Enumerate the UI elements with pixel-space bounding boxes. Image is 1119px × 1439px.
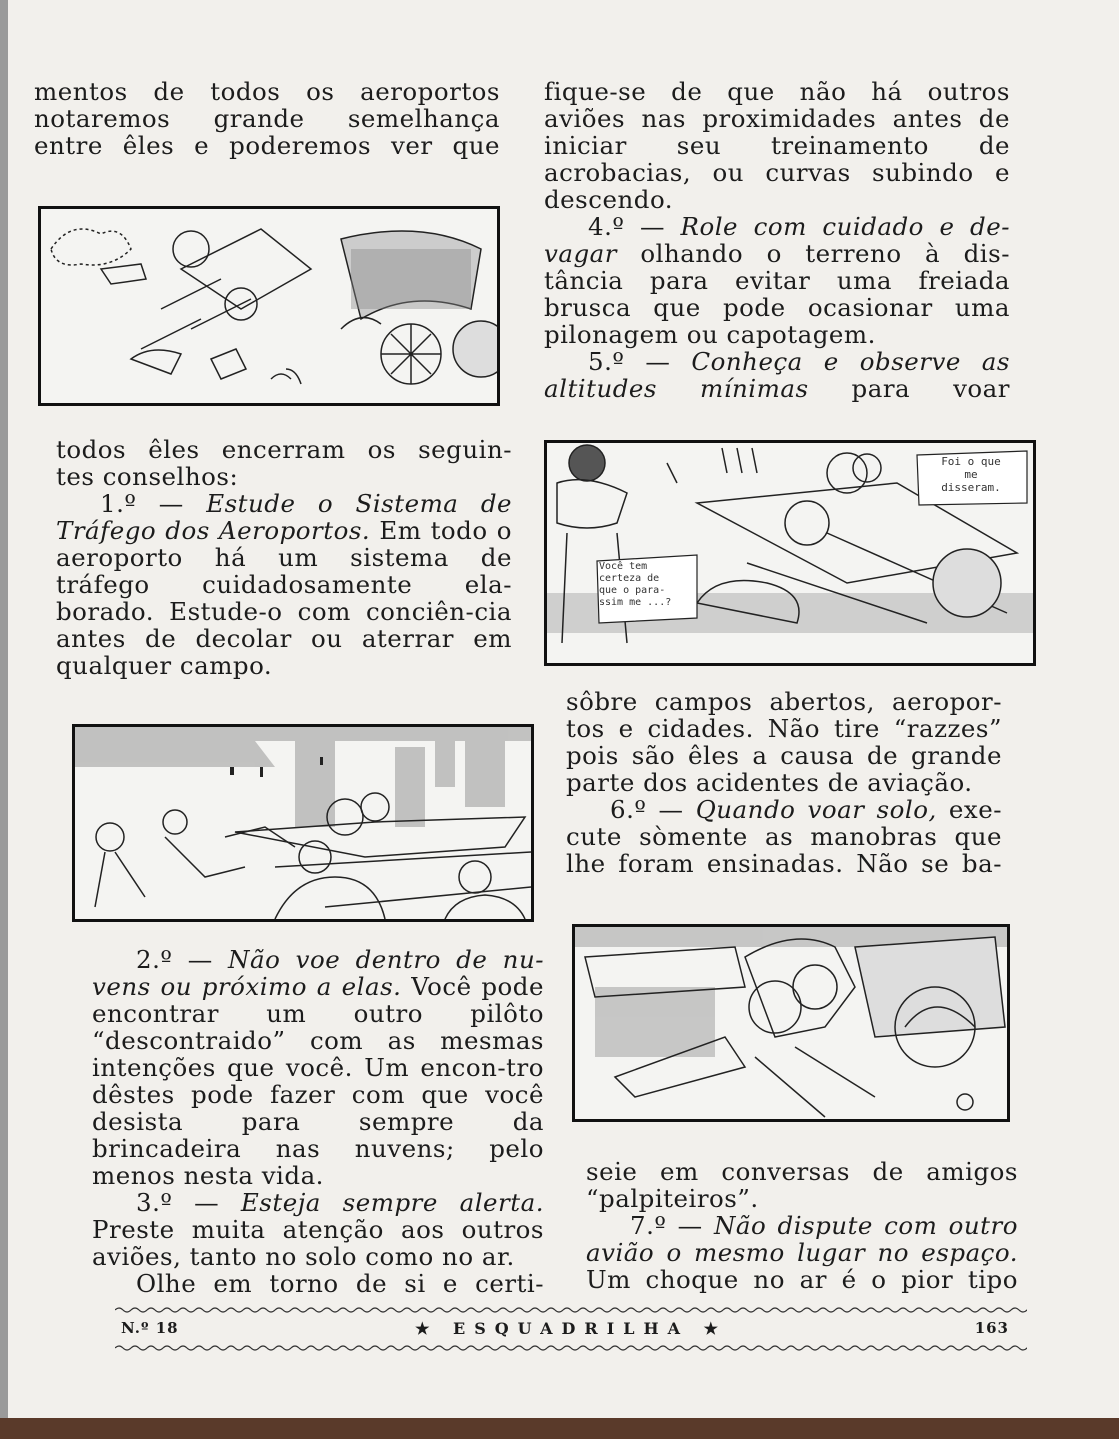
rule-title: Quando voar solo,: [695, 795, 937, 824]
comic-panel-4: [572, 924, 1010, 1122]
bubble-line: me: [964, 468, 978, 481]
rule-number: 6.º —: [610, 795, 684, 824]
text-line: entre êles e poderemos ver que: [34, 131, 500, 160]
city-flight-illustration-icon: [75, 727, 531, 919]
bubble-line: ssim me ...?: [599, 597, 672, 608]
col2-text-block-2: [566, 688, 1002, 877]
col2-text-block-1: [544, 78, 1010, 402]
bubble-line: que o para-: [599, 585, 666, 596]
text-line: notaremos grande semelhança: [34, 104, 500, 133]
col2-text-block-3: [586, 1158, 1018, 1293]
page-edge-left: [0, 0, 8, 1439]
comic-panel-1: [38, 206, 500, 406]
rule-body: Preste muita atenção aos outros aviões, tanto no solo como no ar.: [92, 1215, 544, 1271]
rule-body: Um choque no ar é o pior tipo: [586, 1265, 1018, 1294]
rule-body: exe-cute sòmente as manobras que lhe foram ensinadas. Não se ba-: [566, 795, 1002, 878]
rule-3-paragraph: [92, 1189, 544, 1270]
rule-title: Role com cuidado e de-vagar: [544, 212, 1010, 268]
paragraph: fique-se de que não há outros aviões nas proximidades antes de iniciar seu treinamento de acrobacias, ou curvas subindo e descendo.: [544, 77, 1010, 214]
wave-divider-bottom: [115, 1343, 1027, 1353]
rule-body: Você pode encontrar um outro pilôto “descontraido” com as mesmas intenções que você. Um encon-tro dêstes pode fazer com que você desista para sempre da brincadeira nas nuvens; pelo menos nesta vida.: [92, 972, 544, 1190]
rule-5-paragraph: [544, 348, 1010, 402]
bubble-line: certeza de: [599, 573, 660, 584]
bubble-line: Você tem: [599, 561, 648, 572]
paragraph: Olhe em torno de si e certi-: [136, 1269, 544, 1298]
rule-6-paragraph: [566, 796, 1002, 877]
wave-divider-top: [115, 1305, 1027, 1315]
comic-panel-3: [72, 724, 534, 922]
midair-collision-illustration-icon: [575, 927, 1007, 1119]
col1-text-block-3: [92, 946, 544, 1297]
comic-panel-2: [544, 440, 1036, 666]
col1-text-block-1: [34, 78, 500, 159]
rule-body: olhando o terreno à dis-tância para evitar uma freiada brusca que pode ocasionar uma pilonagem ou capotagem.: [544, 239, 1010, 349]
rule-7-paragraph: [586, 1212, 1018, 1293]
rule-title: Não voe dentro de nu-vens ou próximo a elas.: [92, 945, 544, 1001]
rule-2-paragraph: [92, 946, 544, 1189]
rule-number: 3.º —: [136, 1188, 220, 1217]
col1-text-block-2: [56, 436, 512, 679]
rule-title: Esteja sempre alerta.: [240, 1188, 544, 1217]
rule-number: 2.º —: [136, 945, 213, 974]
rule-body: para voar: [851, 374, 1011, 403]
rule-number: 7.º —: [630, 1211, 703, 1240]
speech-bubble-right: [919, 455, 1023, 494]
text-line: todos êles encerram os seguin-: [56, 435, 512, 464]
rule-number: 1.º —: [100, 489, 184, 518]
page-number: 163: [974, 1319, 1009, 1337]
rule-title: Conheça e observe as altitudes mínimas: [544, 347, 1010, 403]
bubble-line: disseram.: [941, 481, 1001, 494]
airplane-crash-illustration-icon: [41, 209, 497, 403]
paragraph: sôbre campos abertos, aeropor-tos e cidades. Não tire “razzes” pois são êles a causa de grande parte dos acidentes de aviação.: [566, 687, 1002, 797]
issue-number: N.º 18: [121, 1319, 179, 1337]
rule-body: Em todo o aeroporto há um sistema de tráfego cuidadosamente ela-borado. Estude-o com conciên-cia antes de decolar ou aterrar em qualquer campo.: [56, 516, 512, 680]
rule-number: 4.º —: [588, 212, 665, 241]
rule-number: 5.º —: [588, 347, 671, 376]
page-edge-bottom: [0, 1418, 1119, 1439]
rule-1-paragraph: [56, 490, 512, 679]
rule-4-paragraph: [544, 213, 1010, 348]
text-line: tes conselhos:: [56, 462, 239, 491]
paragraph: [56, 436, 512, 490]
magazine-title: ★ ESQUADRILHA ★: [415, 1319, 727, 1338]
paragraph: seie em conversas de amigos “palpiteiros”.: [586, 1157, 1018, 1213]
rule-title: Estude o Sistema de Tráfego dos Aeroportos.: [56, 489, 513, 545]
speech-bubble-left: [599, 561, 695, 609]
bubble-line: Foi o que: [941, 455, 1001, 468]
text-line: mentos de todos os aeroportos: [34, 77, 500, 106]
rule-title: Não dispute com outro avião o mesmo lugar no espaço.: [586, 1211, 1018, 1267]
page-footer: [115, 1305, 1027, 1355]
